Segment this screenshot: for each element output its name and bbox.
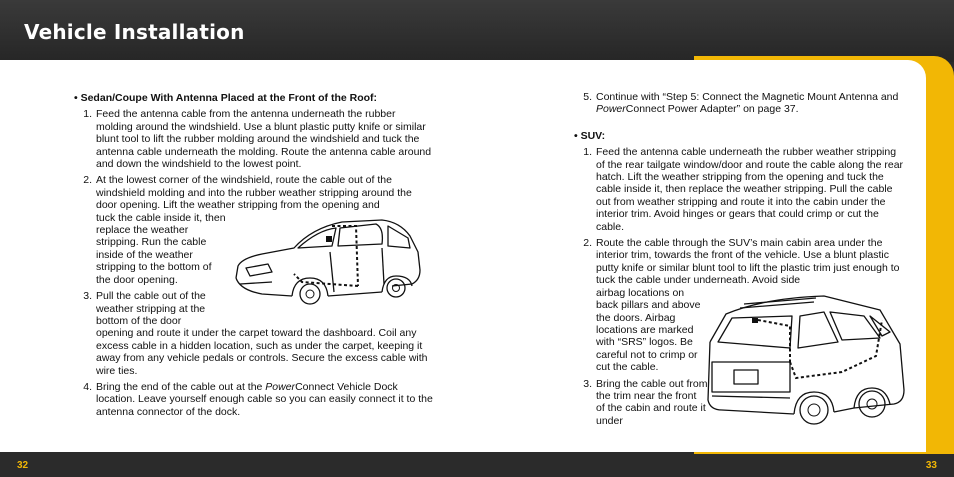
cable-route [332,226,358,286]
step-text [596,91,904,116]
step-text: Feed the antenna cable underneath the rubber weather stripping of the rear tailgate window/door and route the cable along the rear hatch. Lift the weather stripping from the opening and tuck the cable inside it, then replace the weather stripping. Pull the cable out from weather stripping and route it into the cabin under the interior trim. Avoid hinges or gears that could crimp or cut the cable. [596,146,904,233]
section-heading-suv: • SUV: [574,129,606,142]
step-number: 2. [583,237,592,250]
page-number-right: 33 [925,460,937,471]
step-text: Feed the antenna cable from the antenna underneath the rubber molding around the windshield. Use a blunt plastic putty knife or similar blunt tool to lift the rubber molding around the windshield and tuck the antenna cable underneath the molding. Route the antenna cable around and down the windshield to the lowest point. [96,108,432,171]
step-number: 1. [83,108,92,121]
step-text: Bring the cable out from the trim near the front of the cabin and route it under [596,377,708,427]
rear-wheel [800,396,828,424]
brand-italic: Power [265,380,296,393]
header-bar [0,0,954,62]
step-number: 3. [83,290,92,303]
page-title: Vehicle Installation [24,20,245,44]
step-number: 1. [583,146,592,159]
step-text-part: Pull the cable out of the weather stripping at the bottom of the door [96,290,206,327]
step-text-part: At the lowest corner of the windshield, route the cable out of the windshield molding and into the rubber weather stripping around the door opening. Lift the weather stripping from the opening and [96,174,412,212]
step-text-part: tuck the cable inside it, then replace the weather stripping. Run the cable inside of the weather stripping to the bottom of the door opening. [96,211,226,286]
step-number: 5. [583,91,592,103]
step-text-part: Route the cable through the SUV’s main cabin area under the interior trim, towards the front of the vehicle. Use a blunt plastic putty knife or similar blunt tool to lift the plastic trim just enough to tuck the cable under underneath. Avoid side [596,237,900,287]
suv-step-1 [574,146,904,233]
step-text [96,381,434,418]
sedan-step-4 [74,381,434,418]
section-heading-sedan: • Sedan/Coupe With Antenna Placed at the Front of the Roof: [74,92,378,104]
suv-illustration [704,292,910,428]
step-text-part: opening and route it under the carpet toward the dashboard. Coil any excess cable in a hidden location, such as under the carpet, keeping it away from any vehicle pedals or controls. Secure the excess cable with wire ties. [96,327,428,377]
step-number: 2. [83,174,92,187]
rear-wheel [387,279,405,297]
front-wheel [300,284,320,304]
step-text-part: Bring the end of the cable out at the [96,380,266,393]
spacer [574,120,904,130]
brand-italic: Power [596,103,626,116]
sedan-illustration [232,214,424,306]
page-number-left: 32 [17,460,29,471]
step-text-part: airbag locations on back pillars and above the doors. Airbag locations are marked with “SRS” logos. Be careful not to crimp or cut the cable. [596,286,701,374]
antenna-icon [326,236,332,242]
step-number: 4. [83,380,92,393]
antenna-icon [752,318,758,323]
cable-route [758,320,790,362]
footer-bar [0,454,954,477]
step-number: 3. [583,377,592,390]
step-text-part: Connect Power Adapter” on page 37. [625,103,799,116]
sedan-step-1 [74,108,434,170]
sedan-step-5 [574,91,904,116]
step-text-part: Connect Vehicle Dock location. Leave yourself enough cable so you can easily connect it to the antenna connector of the dock. [96,380,433,418]
step-text-part: Continue with “Step 5: Connect the Magnetic Mount Antenna and [596,91,899,103]
front-wheel [859,391,885,417]
